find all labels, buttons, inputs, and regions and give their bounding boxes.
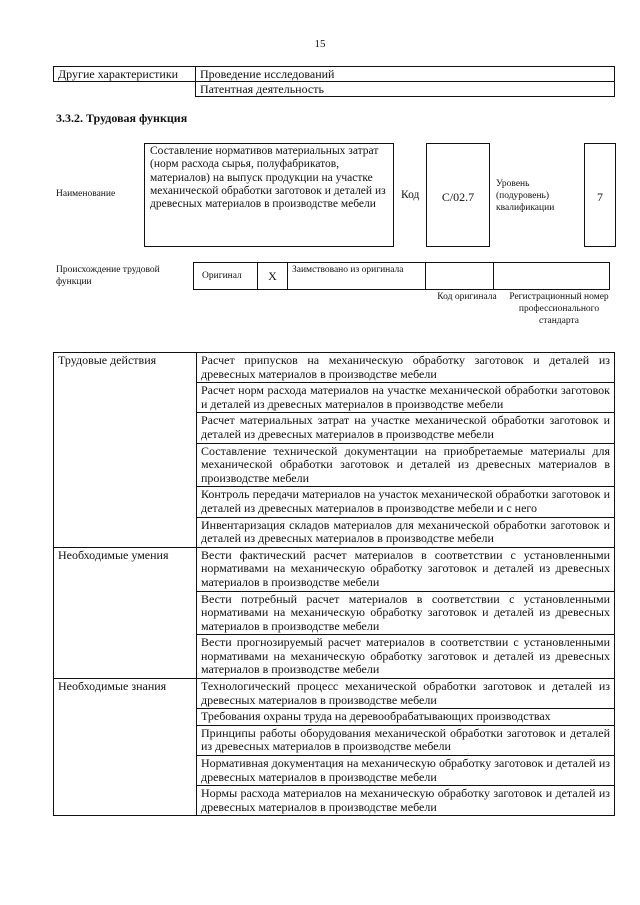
function-code-label: Код <box>401 189 420 201</box>
section-item: Вести потребный расчет материалов в соответствии с установленными нормативами на механическую обработку заготовок и деталей из древесных материалов в производстве мебели <box>197 591 615 635</box>
registration-number-cell <box>494 263 610 290</box>
section-item: Расчет материальных затрат на участке механической обработки заготовок и деталей из древесных материалов в производстве мебели <box>197 413 615 443</box>
qualification-level-box: 7 <box>584 143 616 247</box>
section-title: Необходимые знания <box>54 679 197 816</box>
section-title: Необходимые умения <box>54 547 197 678</box>
other-characteristics-table <box>53 66 615 97</box>
section-item: Контроль передачи материалов на участок механической обработки заготовок и деталей из древесных материалов в производстве мебели и с него <box>197 487 615 517</box>
other-characteristics-label: Другие характеристики <box>54 67 196 82</box>
other-characteristics-value: Проведение исследований <box>196 67 615 82</box>
table-row <box>54 353 615 383</box>
section-heading: 3.3.2. Трудовая функция <box>56 111 188 125</box>
origin-label: Происхождение трудовой функции <box>56 265 160 287</box>
table-row <box>54 547 615 591</box>
other-characteristics-empty <box>54 82 196 97</box>
function-name-label: Наименование <box>56 189 116 199</box>
section-item: Нормативная документация на механическую обработку заготовок и деталей из древесных материалов в производстве мебели <box>197 756 615 786</box>
section-item: Нормы расхода материалов на механическую обработку заготовок и деталей из древесных материалов в производстве мебели <box>197 786 615 816</box>
original-label: Оригинал <box>194 263 258 290</box>
original-mark: X <box>258 263 288 290</box>
section-item: Принципы работы оборудования механической обработки заготовок и деталей из древесных материалов в производстве мебели <box>197 725 615 755</box>
function-details-table <box>53 352 615 816</box>
original-code-caption: Код оригинала <box>437 292 497 302</box>
section-item: Расчет норм расхода материалов на участке механической обработки заготовок и деталей из древесных материалов в производстве мебели <box>197 383 615 413</box>
section-item: Составление технической документации на приобретаемые материалы для механической обработки заготовок и деталей из древесных материалов в производстве мебели <box>197 443 615 487</box>
page-number: 15 <box>314 38 326 50</box>
section-item: Технологический процесс механической обработки заготовок и деталей из древесных материалов в производстве мебели <box>197 679 615 709</box>
original-code-cell <box>426 263 494 290</box>
table-row <box>54 679 615 709</box>
origin-table <box>193 262 610 290</box>
section-title: Трудовые действия <box>54 353 197 548</box>
registration-number-caption: Регистрационный номер профессионального стандарта <box>509 292 609 326</box>
section-item: Требования охраны труда на деревообрабатывающих производствах <box>197 709 615 726</box>
section-item: Инвентаризация складов материалов для механической обработки заготовок и деталей из древесных материалов в производстве мебели <box>197 517 615 547</box>
section-item: Расчет припусков на механическую обработку заготовок и деталей из древесных материалов в производстве мебели <box>197 353 615 383</box>
section-item: Вести фактический расчет материалов в соответствии с установленными нормативами на механическую обработку заготовок и деталей из древесных материалов в производстве мебели <box>197 547 615 591</box>
function-code-box: C/02.7 <box>426 143 490 247</box>
function-name-box: Составление нормативов материальных затрат (норм расхода сырья, полуфабрикатов, материалов) на выпуск продукции на участке механической обработки заготовок и деталей из древесных материалов в производстве мебели <box>144 143 394 247</box>
borrowed-label: Заимствовано из оригинала <box>288 263 426 290</box>
other-characteristics-value: Патентная деятельность <box>196 82 615 97</box>
qualification-level-label: Уровень (подуровень) квалификации <box>496 179 555 213</box>
section-item: Вести прогнозируемый расчет материалов в соответствии с установленными нормативами на механическую обработку заготовок и деталей из древесных материалов в производстве мебели <box>197 635 615 679</box>
